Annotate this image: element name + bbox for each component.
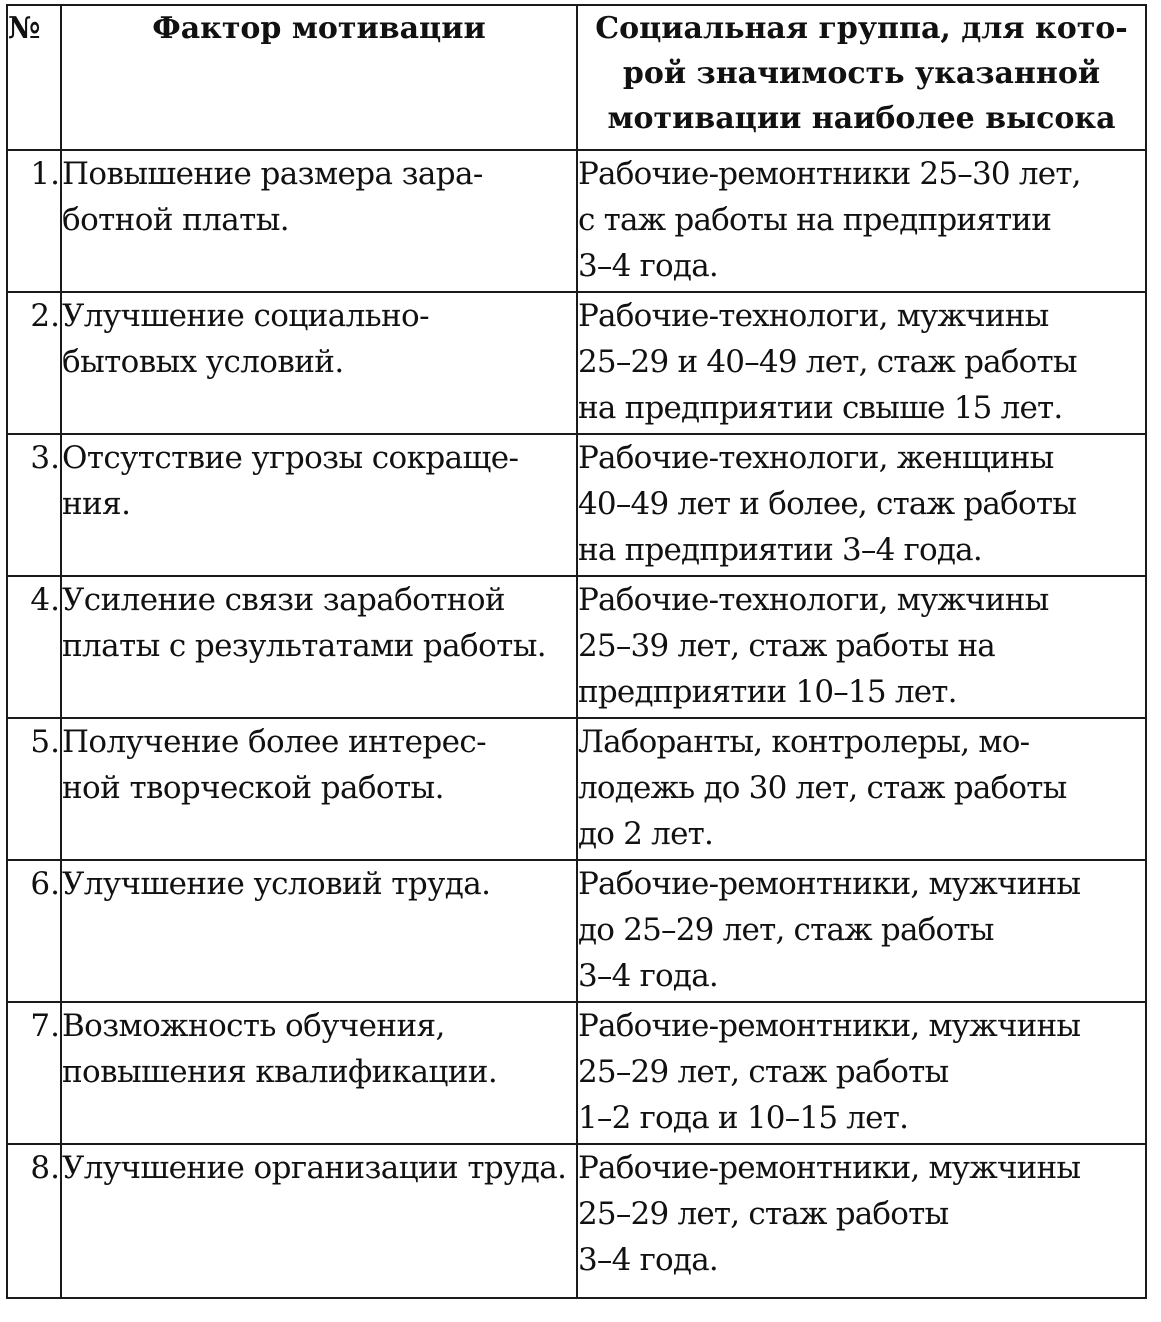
row-factor: Улучшение организации труда. xyxy=(61,1144,577,1298)
table-row xyxy=(7,434,1146,576)
row-social-group: Рабочие-технологи, женщины 40–49 лет и более, стаж работы на предприятии 3–4 года. xyxy=(577,434,1146,576)
table-row xyxy=(7,860,1146,1002)
row-number: 5. xyxy=(7,718,61,860)
motivation-factors-table xyxy=(6,4,1147,1299)
table-row xyxy=(7,576,1146,718)
row-factor: Улучшение социально- бытовых условий. xyxy=(61,292,577,434)
row-factor: Улучшение условий труда. xyxy=(61,860,577,1002)
row-factor: Получение более интерес- ной творческой работы. xyxy=(61,718,577,860)
row-factor: Повышение размера зара- ботной платы. xyxy=(61,150,577,292)
row-number: 6. xyxy=(7,860,61,1002)
row-number: 7. xyxy=(7,1002,61,1144)
row-factor: Возможность обучения, повышения квалификации. xyxy=(61,1002,577,1144)
row-number: 4. xyxy=(7,576,61,718)
header-row xyxy=(7,5,1146,150)
row-social-group: Рабочие-ремонтники 25–30 лет, с таж работы на предприятии 3–4 года. xyxy=(577,150,1146,292)
row-social-group: Рабочие-ремонтники, мужчины 25–29 лет, стаж работы 3–4 года. xyxy=(577,1144,1146,1298)
header-social-group: Социальная группа, для кото- рой значимость указанной мотивации наиболее высока xyxy=(577,5,1146,150)
row-social-group: Рабочие-ремонтники, мужчины 25–29 лет, стаж работы 1–2 года и 10–15 лет. xyxy=(577,1002,1146,1144)
header-factor: Фактор мотивации xyxy=(61,5,577,150)
row-social-group: Рабочие-технологи, мужчины 25–29 и 40–49 лет, стаж работы на предприятии свыше 15 лет. xyxy=(577,292,1146,434)
table-row xyxy=(7,150,1146,292)
table-row xyxy=(7,292,1146,434)
row-number: 2. xyxy=(7,292,61,434)
row-social-group: Рабочие-ремонтники, мужчины до 25–29 лет, стаж работы 3–4 года. xyxy=(577,860,1146,1002)
row-social-group: Лаборанты, контролеры, мо- лодежь до 30 лет, стаж работы до 2 лет. xyxy=(577,718,1146,860)
row-number: 1. xyxy=(7,150,61,292)
table-row xyxy=(7,1144,1146,1298)
header-number: № xyxy=(7,5,61,150)
row-number: 3. xyxy=(7,434,61,576)
row-social-group: Рабочие-технологи, мужчины 25–39 лет, стаж работы на предприятии 10–15 лет. xyxy=(577,576,1146,718)
row-factor: Отсутствие угрозы сокраще- ния. xyxy=(61,434,577,576)
table-row xyxy=(7,718,1146,860)
table-row xyxy=(7,1002,1146,1144)
row-factor: Усиление связи заработной платы с результатами работы. xyxy=(61,576,577,718)
row-number: 8. xyxy=(7,1144,61,1298)
